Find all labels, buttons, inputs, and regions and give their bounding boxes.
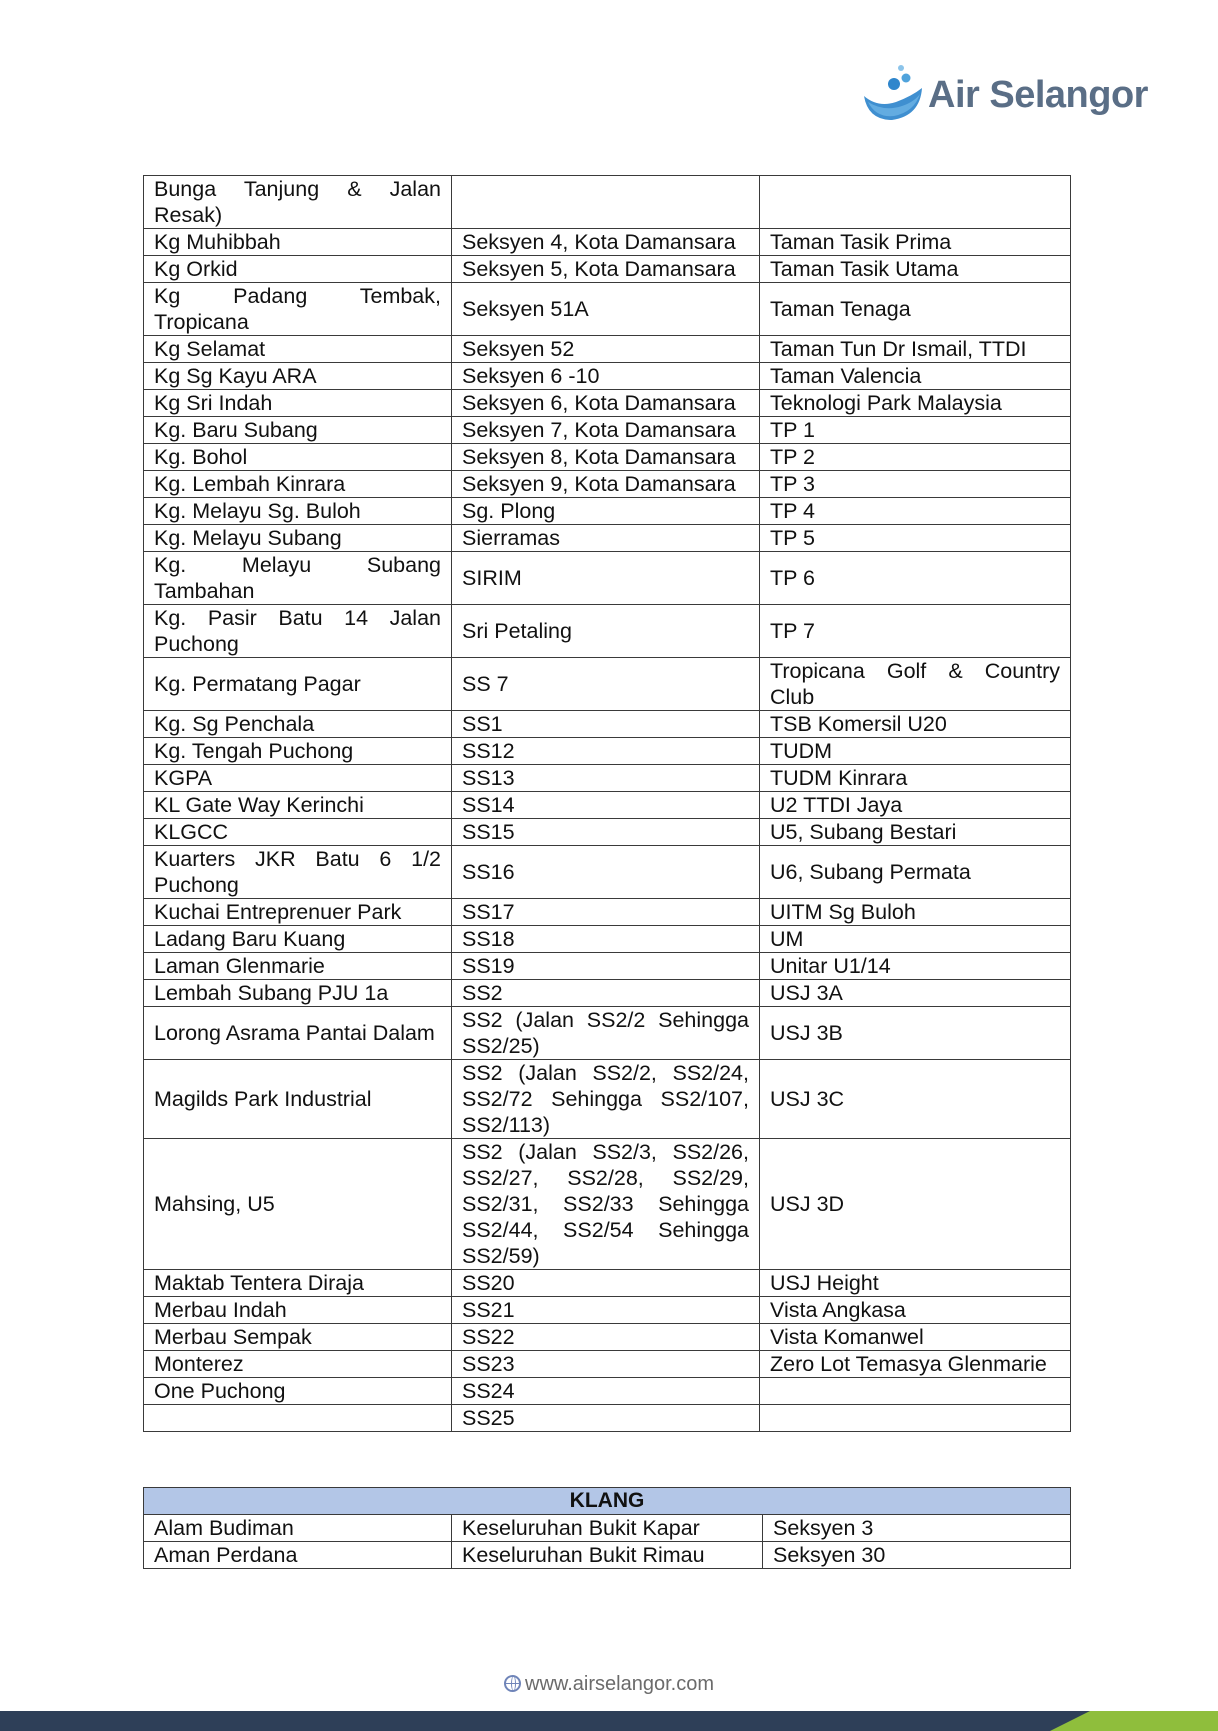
table-cell-col2: SS23 xyxy=(452,1351,760,1378)
table-cell-col1: Bunga Tanjung & Jalan Resak) xyxy=(144,176,452,229)
table-cell-col2: SS25 xyxy=(452,1405,760,1432)
table-cell-col3: TUDM xyxy=(760,738,1071,765)
footer-band xyxy=(0,1711,1218,1731)
table-cell-col1: Kuarters JKR Batu 6 1/2 Puchong xyxy=(144,846,452,899)
table-cell-col1: Kg. Melayu Subang Tambahan xyxy=(144,552,452,605)
table-cell-col3 xyxy=(760,176,1071,229)
table-cell-col3: TSB Komersil U20 xyxy=(760,711,1071,738)
table-row xyxy=(144,846,1071,899)
table-row xyxy=(144,1270,1071,1297)
table-cell-col3: TP 3 xyxy=(760,471,1071,498)
table-row xyxy=(144,444,1071,471)
table-row xyxy=(144,525,1071,552)
table-cell-col2 xyxy=(452,176,760,229)
table-cell-col1 xyxy=(144,1405,452,1432)
table-cell-col1: Kg Padang Tembak, Tropicana xyxy=(144,283,452,336)
klang-header-row xyxy=(144,1488,1071,1515)
table-cell-col3: TP 5 xyxy=(760,525,1071,552)
table-row xyxy=(144,765,1071,792)
table-cell-col2: Seksyen 52 xyxy=(452,336,760,363)
table-cell-col2: SS2 (Jalan SS2/2 Sehingga SS2/25) xyxy=(452,1007,760,1060)
table-row xyxy=(144,738,1071,765)
table-cell-col2: Keseluruhan Bukit Rimau xyxy=(452,1542,763,1569)
table-cell-col2: SS2 (Jalan SS2/3, SS2/26, SS2/27, SS2/28, SS2/29, SS2/31, SS2/33 Sehingga SS2/44, SS2/54 Sehingga SS2/59) xyxy=(452,1139,760,1270)
table-cell-col3: Taman Tun Dr Ismail, TTDI xyxy=(760,336,1071,363)
table-row xyxy=(144,1515,1071,1542)
table-row xyxy=(144,792,1071,819)
table-row xyxy=(144,498,1071,525)
table-cell-col1: KLGCC xyxy=(144,819,452,846)
table-cell-col1: Kg. Baru Subang xyxy=(144,417,452,444)
table-cell-col1: Kg. Lembah Kinrara xyxy=(144,471,452,498)
table-cell-col1: KGPA xyxy=(144,765,452,792)
table-cell-col3: UITM Sg Buloh xyxy=(760,899,1071,926)
table-cell-col2: SS 7 xyxy=(452,658,760,711)
logo-wordmark: Air Selangor xyxy=(928,74,1148,116)
table-cell-col1: Monterez xyxy=(144,1351,452,1378)
table-cell-col1: Alam Budiman xyxy=(144,1515,452,1542)
table-row xyxy=(144,1542,1071,1569)
table-cell-col2: Seksyen 51A xyxy=(452,283,760,336)
table-cell-col2: Seksyen 5, Kota Damansara xyxy=(452,256,760,283)
table-row xyxy=(144,658,1071,711)
klang-table xyxy=(143,1487,1071,1569)
table-cell-col2: SS1 xyxy=(452,711,760,738)
table-cell-col2: Seksyen 9, Kota Damansara xyxy=(452,471,760,498)
klang-body xyxy=(144,1515,1071,1569)
table-cell-col1: Maktab Tentera Diraja xyxy=(144,1270,452,1297)
table-cell-col3: USJ 3C xyxy=(760,1060,1071,1139)
table-cell-col2: SS13 xyxy=(452,765,760,792)
table-cell-col1: Kg. Sg Penchala xyxy=(144,711,452,738)
table-row xyxy=(144,899,1071,926)
table-cell-col2: Seksyen 7, Kota Damansara xyxy=(452,417,760,444)
table-cell-col1: Kg. Bohol xyxy=(144,444,452,471)
table-cell-col1: Kg. Tengah Puchong xyxy=(144,738,452,765)
table-cell-col1: Merbau Sempak xyxy=(144,1324,452,1351)
table-cell-col3: USJ 3A xyxy=(760,980,1071,1007)
table-cell-col1: KL Gate Way Kerinchi xyxy=(144,792,452,819)
table-row xyxy=(144,336,1071,363)
table-cell-col2: SS16 xyxy=(452,846,760,899)
table-cell-col3: TP 6 xyxy=(760,552,1071,605)
table-cell-col2: SS22 xyxy=(452,1324,760,1351)
table-row xyxy=(144,1060,1071,1139)
table-cell-col1: Aman Perdana xyxy=(144,1542,452,1569)
table-cell-col2: Seksyen 6, Kota Damansara xyxy=(452,390,760,417)
table-cell-col2: SS17 xyxy=(452,899,760,926)
table-cell-col3: Unitar U1/14 xyxy=(760,953,1071,980)
table-cell-col2: Keseluruhan Bukit Kapar xyxy=(452,1515,763,1542)
table-cell-col3: UM xyxy=(760,926,1071,953)
table-cell-col3: Vista Angkasa xyxy=(760,1297,1071,1324)
table-cell-col3: USJ 3B xyxy=(760,1007,1071,1060)
table-row xyxy=(144,283,1071,336)
table-row xyxy=(144,417,1071,444)
area-list-table xyxy=(143,175,1071,1432)
table-cell-col1: Kg. Pasir Batu 14 Jalan Puchong xyxy=(144,605,452,658)
table-cell-col2: Seksyen 8, Kota Damansara xyxy=(452,444,760,471)
table-cell-col2: SS14 xyxy=(452,792,760,819)
table-cell-col2: Sri Petaling xyxy=(452,605,760,658)
table-row xyxy=(144,552,1071,605)
table-cell-col2: Sierramas xyxy=(452,525,760,552)
table-row xyxy=(144,1351,1071,1378)
table-cell-col3: Teknologi Park Malaysia xyxy=(760,390,1071,417)
table-cell-col1: Kuchai Entreprenuer Park xyxy=(144,899,452,926)
table-cell-col2: SS12 xyxy=(452,738,760,765)
table-cell-col1: Magilds Park Industrial xyxy=(144,1060,452,1139)
table-cell-col3: U5, Subang Bestari xyxy=(760,819,1071,846)
table-row xyxy=(144,953,1071,980)
table-cell-col1: Merbau Indah xyxy=(144,1297,452,1324)
table-cell-col3: Seksyen 3 xyxy=(763,1515,1071,1542)
table-cell-col2: SS24 xyxy=(452,1378,760,1405)
table-cell-col2: SIRIM xyxy=(452,552,760,605)
table-cell-col3: Zero Lot Temasya Glenmarie xyxy=(760,1351,1071,1378)
table-cell-col1: Kg Selamat xyxy=(144,336,452,363)
table-cell-col3 xyxy=(760,1378,1071,1405)
table-row xyxy=(144,1139,1071,1270)
table-cell-col3: U6, Subang Permata xyxy=(760,846,1071,899)
table-cell-col1: Laman Glenmarie xyxy=(144,953,452,980)
table-cell-col3: Taman Tasik Prima xyxy=(760,229,1071,256)
table-cell-col3: TP 1 xyxy=(760,417,1071,444)
table-row xyxy=(144,229,1071,256)
table-row xyxy=(144,926,1071,953)
table-cell-col3 xyxy=(760,1405,1071,1432)
table-cell-col3: Tropicana Golf & Country Club xyxy=(760,658,1071,711)
klang-heading: KLANG xyxy=(144,1488,1071,1515)
table-cell-col1: Kg. Melayu Sg. Buloh xyxy=(144,498,452,525)
table-row xyxy=(144,980,1071,1007)
table-row xyxy=(144,471,1071,498)
table-cell-col1: Lorong Asrama Pantai Dalam xyxy=(144,1007,452,1060)
table-row xyxy=(144,605,1071,658)
table-cell-col2: SS20 xyxy=(452,1270,760,1297)
table-cell-col3: TP 7 xyxy=(760,605,1071,658)
air-selangor-logo xyxy=(862,56,1162,126)
table-cell-col2: SS21 xyxy=(452,1297,760,1324)
table-row xyxy=(144,1007,1071,1060)
table-cell-col3: TP 4 xyxy=(760,498,1071,525)
table-cell-col3: Taman Tenaga xyxy=(760,283,1071,336)
area-list-body xyxy=(144,176,1071,1432)
table-row xyxy=(144,711,1071,738)
table-row xyxy=(144,256,1071,283)
table-cell-col2: Seksyen 4, Kota Damansara xyxy=(452,229,760,256)
table-cell-col3: U2 TTDI Jaya xyxy=(760,792,1071,819)
table-cell-col1: Kg Sri Indah xyxy=(144,390,452,417)
footer xyxy=(0,1673,1218,1696)
footer-website-link[interactable]: www.airselangor.com xyxy=(525,1673,714,1695)
table-row xyxy=(144,363,1071,390)
globe-icon xyxy=(504,1675,521,1692)
table-cell-col1: Kg Sg Kayu ARA xyxy=(144,363,452,390)
table-cell-col3: Taman Valencia xyxy=(760,363,1071,390)
table-cell-col3: USJ Height xyxy=(760,1270,1071,1297)
table-row xyxy=(144,1324,1071,1351)
table-row xyxy=(144,1378,1071,1405)
table-cell-col2: SS15 xyxy=(452,819,760,846)
table-cell-col2: SS2 xyxy=(452,980,760,1007)
table-row xyxy=(144,390,1071,417)
table-cell-col3: Taman Tasik Utama xyxy=(760,256,1071,283)
table-cell-col1: Ladang Baru Kuang xyxy=(144,926,452,953)
table-cell-col3: USJ 3D xyxy=(760,1139,1071,1270)
table-cell-col3: Seksyen 30 xyxy=(763,1542,1071,1569)
table-row xyxy=(144,176,1071,229)
table-row xyxy=(144,819,1071,846)
table-cell-col2: SS18 xyxy=(452,926,760,953)
table-cell-col1: Kg Muhibbah xyxy=(144,229,452,256)
table-cell-col2: Sg. Plong xyxy=(452,498,760,525)
table-row xyxy=(144,1405,1071,1432)
table-cell-col3: TUDM Kinrara xyxy=(760,765,1071,792)
table-cell-col3: TP 2 xyxy=(760,444,1071,471)
table-cell-col1: Kg. Melayu Subang xyxy=(144,525,452,552)
table-cell-col1: Lembah Subang PJU 1a xyxy=(144,980,452,1007)
table-cell-col3: Vista Komanwel xyxy=(760,1324,1071,1351)
table-cell-col1: Mahsing, U5 xyxy=(144,1139,452,1270)
table-cell-col2: SS19 xyxy=(452,953,760,980)
table-cell-col1: One Puchong xyxy=(144,1378,452,1405)
table-cell-col1: Kg. Permatang Pagar xyxy=(144,658,452,711)
water-drop-logo-icon xyxy=(862,62,924,124)
table-row xyxy=(144,1297,1071,1324)
table-cell-col2: SS2 (Jalan SS2/2, SS2/24, SS2/72 Sehingga SS2/107, SS2/113) xyxy=(452,1060,760,1139)
table-cell-col1: Kg Orkid xyxy=(144,256,452,283)
table-cell-col2: Seksyen 6 -10 xyxy=(452,363,760,390)
